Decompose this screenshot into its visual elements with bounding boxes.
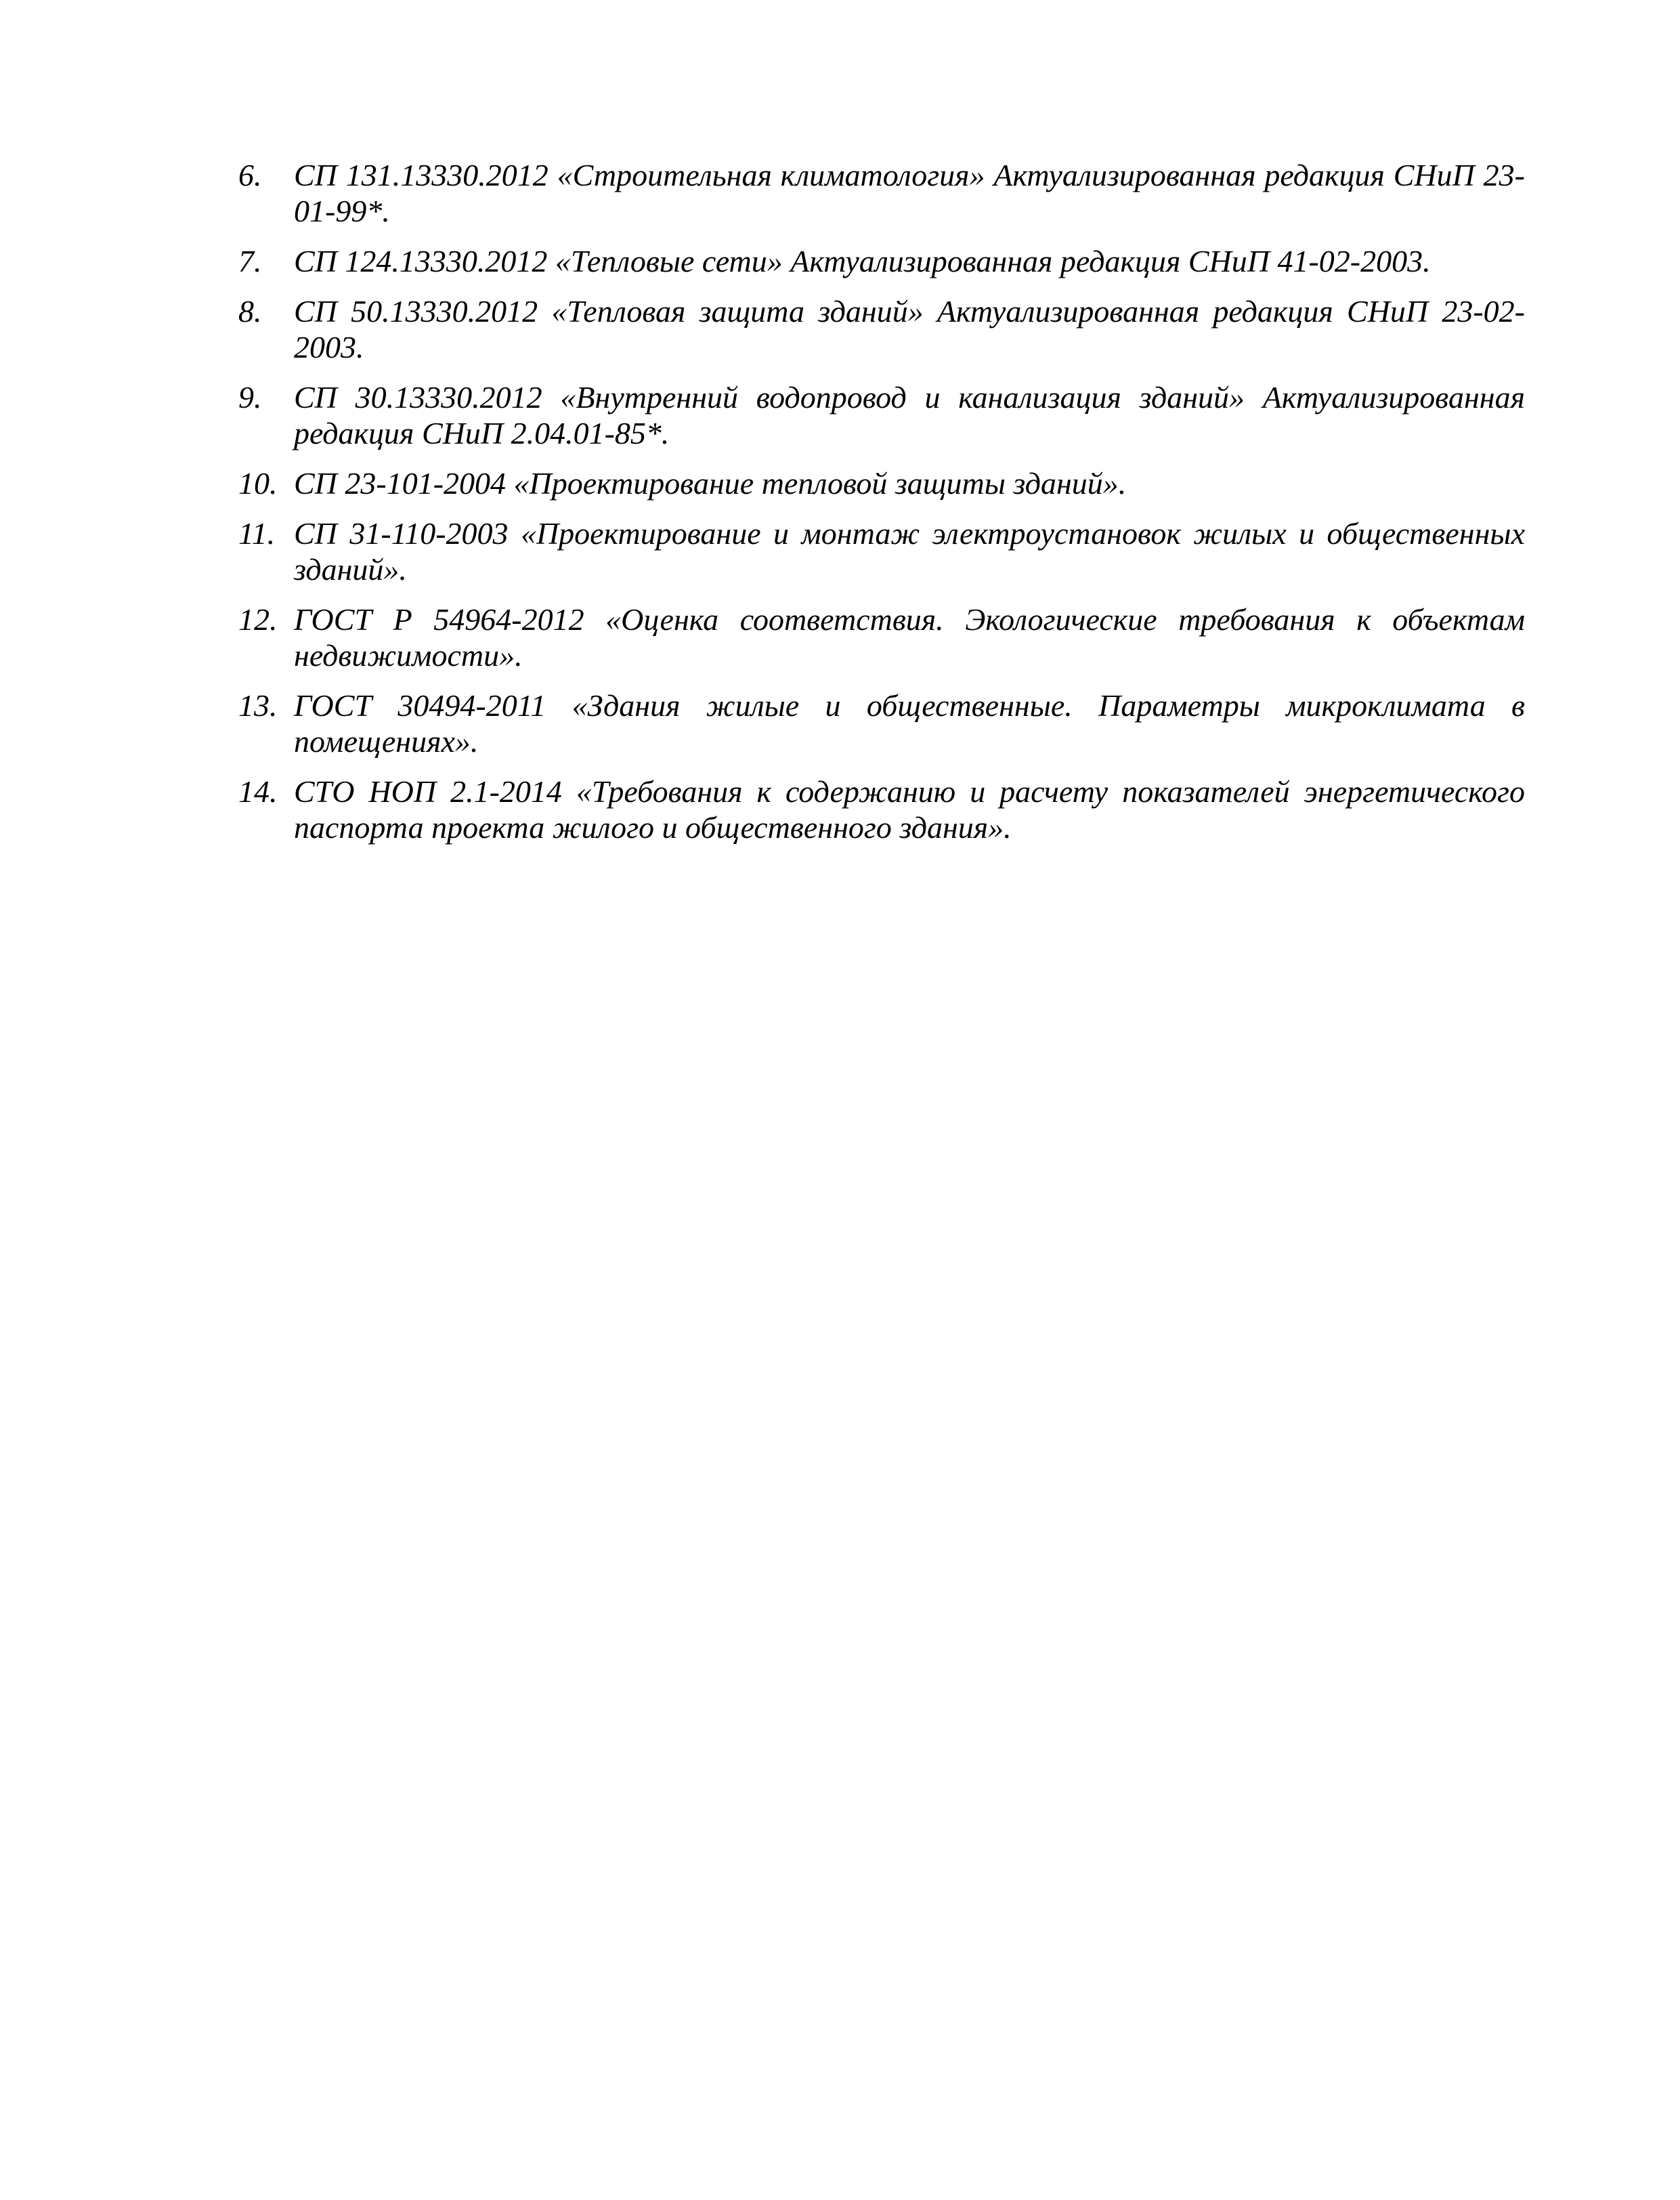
- reference-list: [238, 157, 1525, 860]
- reference-item: [238, 688, 1525, 759]
- reference-text: ГОСТ Р 54964-2012 «Оценка соответствия. Экологические требования к объектам недвижимости».: [294, 602, 1525, 673]
- reference-number: 11.: [238, 516, 276, 551]
- reference-text: СТО НОП 2.1-2014 «Требования к содержанию и расчету показателей энергетического паспорта проекта жилого и общественного здания».: [294, 774, 1525, 845]
- reference-number: 8.: [238, 294, 262, 329]
- reference-item: [238, 465, 1525, 501]
- reference-text: СП 124.13330.2012 «Тепловые сети» Актуализированная редакция СНиП 41-02-2003.: [294, 244, 1431, 278]
- reference-item: [238, 774, 1525, 845]
- reference-number: 10.: [238, 466, 278, 501]
- reference-item: [238, 293, 1525, 365]
- reference-item: [238, 515, 1525, 587]
- reference-text: СП 30.13330.2012 «Внутренний водопровод и канализация зданий» Актуализированная редакция СНиП 2.04.01-85*.: [294, 380, 1525, 450]
- reference-number: 14.: [238, 774, 278, 809]
- reference-item: [238, 243, 1525, 279]
- reference-number: 7.: [238, 244, 262, 278]
- reference-text: СП 23-101-2004 «Проектирование тепловой защиты зданий».: [294, 466, 1127, 501]
- reference-text: СП 31-110-2003 «Проектирование и монтаж электроустановок жилых и общественных зданий».: [294, 516, 1525, 587]
- reference-text: ГОСТ 30494-2011 «Здания жилые и общественные. Параметры микроклимата в помещениях».: [294, 688, 1525, 759]
- reference-number: 9.: [238, 380, 262, 415]
- reference-item: [238, 379, 1525, 451]
- reference-number: 6.: [238, 158, 262, 192]
- reference-number: 13.: [238, 688, 278, 723]
- reference-text: СП 50.13330.2012 «Тепловая защита зданий» Актуализированная редакция СНиП 23-02-2003.: [294, 294, 1525, 364]
- reference-item: [238, 601, 1525, 673]
- reference-item: [238, 157, 1525, 229]
- reference-text: СП 131.13330.2012 «Строительная климатология» Актуализированная редакция СНиП 23-01-99*.: [294, 158, 1525, 228]
- reference-number: 12.: [238, 602, 278, 637]
